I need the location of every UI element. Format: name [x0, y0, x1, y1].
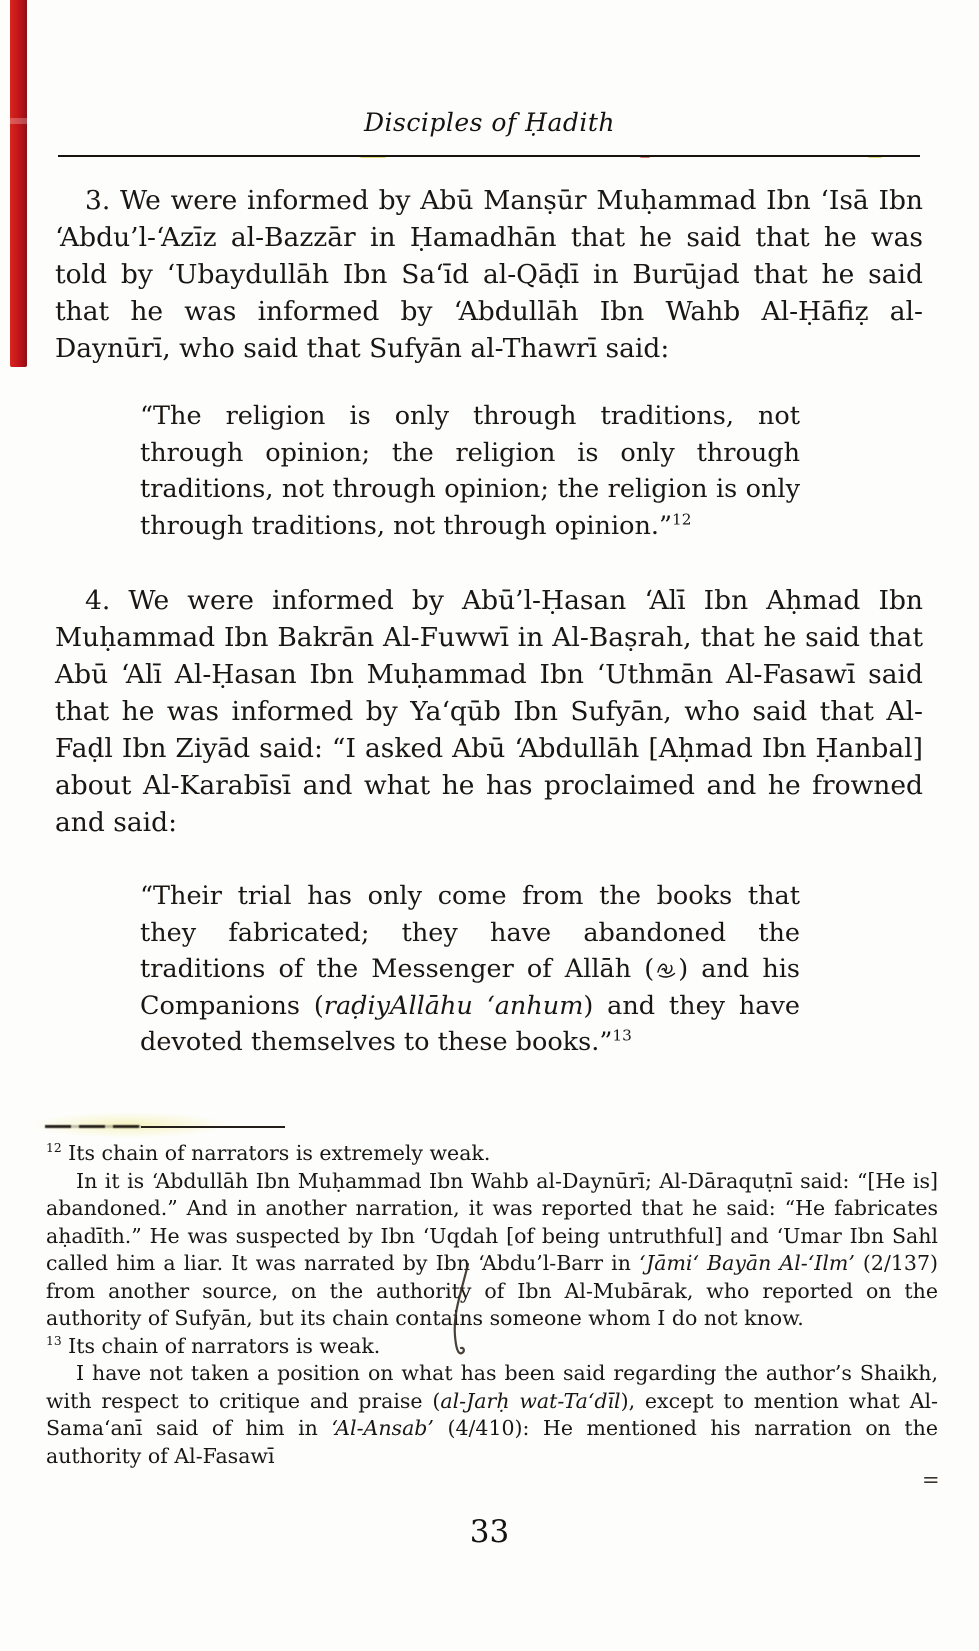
blockquote-1: [140, 398, 800, 544]
footnote-13-term-italic: al-Jarḥ wat-Ta‘dīl: [440, 1388, 621, 1413]
blockquote-2-text-c: ) and they have devoted themselves to these books.”: [140, 990, 800, 1057]
footnote-12-text-1: Its chain of narrators is extremely weak.: [61, 1141, 491, 1165]
pbuh-calligraphy-icon: [655, 960, 677, 980]
footnote-13-text-2a: I have not taken a position on what has been said regarding the author’s Shaikh, with respect to critique and praise (: [46, 1361, 938, 1413]
footnote-13-text-2e: (4/410): He mentioned his narration on the authority of Al-Fasawī: [46, 1416, 938, 1468]
red-scan-bar: [10, 0, 27, 367]
footnote-12-text-2c: (2/137) from another source, on the authority of Ibn Al-Mubārak, who reported on the authority of Sufyān, but its chain contains someone whom I do not know.: [46, 1251, 938, 1330]
footnote-ref-13: 13: [612, 1026, 632, 1045]
footnote-ref-12: 12: [672, 510, 692, 528]
footnote-13-marker: 13: [46, 1333, 62, 1348]
blockquote-1-text: “The religion is only through traditions, not through opinion; the religion is only through traditions, not through opinion; the religion is only through traditions, not through opinion.”: [140, 401, 800, 541]
continuation-marker: =: [922, 1468, 940, 1492]
running-header-title: Disciples of Ḥadith: [363, 108, 616, 137]
blockquote-2-arabic-phrase: raḍiyAllāhu ‘anhum: [323, 990, 584, 1021]
header-rule: [58, 155, 920, 157]
footnote-separator-dashed-segment: [45, 1125, 141, 1128]
footnote-13-line-1: [46, 1333, 938, 1361]
footnote-12-line-2: [46, 1168, 938, 1333]
blockquote-2: [140, 878, 800, 1061]
footnote-13-text-1: Its chain of narrators is weak.: [61, 1333, 381, 1358]
footnote-separator: [45, 1124, 285, 1130]
footnote-12-line-1: [46, 1140, 938, 1168]
paragraph-4: 4. We were informed by Abū’l-Ḥasan ‘Alī Ibn Aḥmad Ibn Muḥammad Ibn Bakrān Al-Fuwwī in Al-Baṣrah, that he said that Abū ‘Alī Al-Ḥasan Ibn Muḥammad Ibn ‘Uthmān Al-Fasawī said that he was informed by Ya‘qūb Ibn Sufyān, who said that Al-Faḍl Ibn Ziyād said: “I asked Abū ‘Abdullāh [Aḥmad Ibn Ḥanbal] about Al-Karabīsī and what he has proclaimed and he frowned and said:: [55, 585, 923, 838]
footnote-13-text-2c: ), except to mention what Al-Sama‘anī said of him in: [46, 1388, 938, 1440]
page-number: 33: [469, 1514, 510, 1550]
footnote-separator-solid-segment: [141, 1126, 285, 1128]
footnotes-block: [46, 1140, 938, 1470]
paragraph-3: 3. We were informed by Abū Manṣūr Muḥammad Ibn ‘Isā Ibn ‘Abdu’l-‘Azīz al-Bazzār in Ḥamadhān that he said that he was told by ‘Ubaydullāh Ibn Sa‘īd al-Qāḍī in Burūjad that he said that he was informed by ‘Abdullāh Ibn Wahb Al-Ḥāfiẓ al-Daynūrī, who said that Sufyān al-Thawrī said:: [55, 185, 923, 364]
footnote-13-line-2: [46, 1360, 938, 1470]
footnote-12-text-2a: In it is ‘Abdullāh Ibn Muḥammad Ibn Wahb al-Daynūrī; Al-Dāraquṭnī said: “[He is] abandoned.” And in another narration, it was reported that he said: “He fabricates aḥadīth.” He was suspected by Ibn ‘Uqdah [of being untruthful] and ‘Umar Ibn Sahl called him a liar. It was narrated by Ibn ‘Abdu’l-Barr in: [46, 1168, 938, 1275]
footnote-12-marker: 12: [46, 1141, 62, 1156]
footnote-13-book-title: ‘Al-Ansab’: [331, 1416, 434, 1440]
blockquote-2-text-b: ) and his Companions (: [140, 954, 800, 1021]
blockquote-2-text-a: “Their trial has only come from the books that they fabricated; they have abandoned the traditions of the Messenger of Allāh (: [140, 881, 800, 984]
footnote-12-book-title: ‘Jāmi‘ Bayān Al-‘Ilm’: [639, 1251, 855, 1275]
